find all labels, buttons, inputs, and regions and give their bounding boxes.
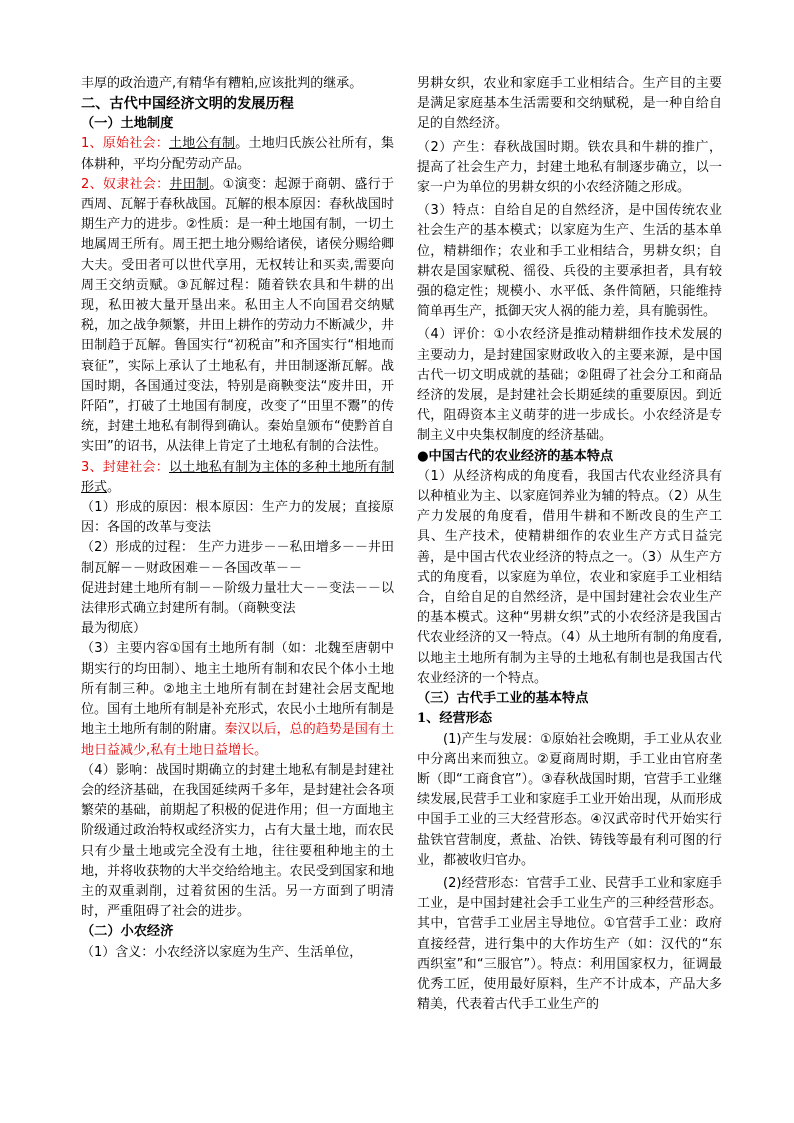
stage-label: 3、封建社会： (81, 459, 170, 475)
left-column (81, 74, 394, 963)
system-name: 井田制 (169, 176, 210, 192)
paragraph-text: 。①演变：起源于商朝、盛行于西周、瓦解于春秋战国。瓦解的根本原因：春秋战国时期生产力的进步。②性质：是一种土地国有制，一切土地属周王所有。周王把土地分赐给诸侯，诸侯分赐给卿大夫。受田者可以世代享用，无权转让和买卖,需要向周王交纳贡赋。③瓦解过程：随着铁农具和牛耕的出现，私田被大量开垦出来。私田主人不向国君交纳赋税，加之战争频繁，井田上耕作的劳动力不断减少，井田制趋于瓦解。鲁国实行“初税亩”和齐国实行“相地而衰征”，实际上承认了土地私有，井田制逐渐瓦解。战国时期，各国通过变法，特别是商鞅变法“废井田，开阡陌”，打破了土地国有制度，改变了“田里不鬻”的传统，封建土地私有制得到确认。秦始皇颁布“使黔首自实田”的诏书，从法律上肯定了土地私有制的合法性。 (81, 176, 394, 455)
system-name: 以土地私有制为主体的多种土地所有制形式 (81, 459, 394, 495)
list-item: （1）含义：小农经济以家庭为生产、生活单位， (81, 944, 363, 960)
stage-label: 1、原始社会： (81, 136, 170, 152)
feudal-society-paragraph (81, 458, 394, 498)
subsection-title-small-farming: （二）小农经济 (81, 924, 174, 940)
paragraph: （1）从经济构成的角度看，我国古代农业经济具有以种植业为主、以家庭饲养业为辅的特点。（2）从生产力发展的角度看，借用牛耕和不断改良的生产工具、生产技术，使精耕细作的农业生产方式日益完善，是中国古代农业经济的特点之一。（3）从生产方式的角度看，以家庭为单位，农业和家庭手工业相结合，自给自足的自然经济，是中国封建社会农业生产的基本模式。这种“男耕女织”式的小农经济是我国古代农业经济的又一特点。（4）从土地所有制的角度看,以地主土地所有制为主导的土地私有制也是我国古代农业经济的一个特点。 (417, 468, 722, 686)
section-title: 二、古代中国经济文明的发展历程 (81, 96, 294, 113)
primitive-society-paragraph (81, 134, 394, 174)
stage-label: 2、奴隶社会： (81, 176, 170, 192)
paragraph: 丰厚的政治遗产,有精华有糟粕,应该批判的继承。 (81, 76, 363, 91)
highlight-text: 秦汉以后，总的趋势是国有土地日益减少,私有土地日益增长。 (81, 722, 394, 758)
subsection-title-handicraft: （三）古代手工业的基本特点 (417, 691, 589, 707)
list-item: （2）形成的过程： 生产力进步－－私田增多－－井田制瓦解－－财政困难－－各国改革－－ (81, 540, 394, 576)
list-item: （1）形成的原因：根本原因：生产力的发展；直接原因：各国的改革与变法 (81, 500, 394, 536)
bullet-heading: ●中国古代的农业经济的基本特点 (417, 448, 614, 464)
list-item: （4）评价：①小农经济是推动精耕细作技术发展的主要动力，是封建国家财政收入的主要来源，是中国古代一切文明成就的基础；②阻碍了社会分工和商品经济的发展，是封建社会长期延续的重要原因。到近代，阻碍资本主义萌芽的进一步成长。小农经济是专制主义中央集权制度的经济基础。 (417, 327, 722, 444)
paragraph: (1)产生与发展：①原始社会晚期，手工业从农业中分离出来而独立。②夏商周时期，手工业由官府垄断（即“工商食官”）。③春秋战国时期，官营手工业继续发展,民营手工业和家庭手工业开始出现，从而形成中国手工业的三大经营形态。④汉武帝时代开始实行盐铁官营制度，煮盐、冶铁、铸钱等最有利可图的行业，都被收归官办。 (417, 731, 722, 868)
paragraph: 男耕女织，农业和家庭手工业相结合。生产目的主要是满足家庭基本生活需要和交纳赋税，是一种自给自足的自然经济。 (417, 76, 722, 132)
subsection-title-land: （一）土地制度 (81, 116, 174, 132)
slave-society-paragraph (81, 175, 394, 458)
paragraph-text: 。土地归氏族公社所有，集体耕种，平均分配劳动产品。 (81, 136, 394, 172)
list-item (81, 639, 394, 760)
paragraph: (2)经营形态：官营手工业、民营手工业和家庭手工业，是中国封建社会手工业生产的三种经营形态。其中，官营手工业居主导地位。①官营手工业：政府直接经营，进行集中的大作坊生产（如：汉代的“东西织室”和“三服官”）。特点：利用国家权力，征调最优秀工匠，使用最好原料，生产不计成本，产品大多精美，代表着古代手工业生产的 (417, 875, 722, 1013)
paragraph-text: 。 (107, 479, 121, 495)
heading-management: 1、经营形态 (417, 711, 493, 727)
paragraph-text: （3）主要内容①国有土地所有制（如：北魏至唐朝中期实行的均田制）、地主土地所有制和农民个体小土地所有制三种。②地主土地所有制在封建社会居支配地位。国有土地所有制是补充形式，农民小土地所有制是地主土地所有制的附庸。 (81, 641, 394, 738)
right-column (417, 74, 722, 1015)
system-name: 土地公有制 (169, 136, 236, 152)
list-item: （3）特点：自给自足的自然经济，是中国传统农业社会生产的基本模式；以家庭为生产、生活的基本单位，精耕细作；农业和手工业相结合，男耕女织；自耕农是国家赋税、徭役、兵役的主要承担者，具有较强的稳定性；规模小、水平低、条件简陋，只能维持简单再生产，抵御天灾人祸的能力差，具有脆弱性。 (417, 203, 722, 320)
list-item: （4）影响：战国时期确立的封建土地私有制是封建社会的经济基础，在我国延续两千多年，是封建社会各项繁荣的基础，前期起了积极的促进作用；但一方面地主阶级通过政治特权或经济实力，占有大量土地，而农民只有少量土地或完全没有土地，往往要租种地主的土地，并将收获物的大半交给给地主。农民受到国家和地主的双重剥削，过着贫困的生活。另一方面到了明清时，严重阻碍了社会的进步。 (81, 762, 394, 920)
list-item: 最为彻底） (81, 621, 147, 637)
list-item: 促进封建土地所有制－－阶级力量壮大－－变法－－以法律形式确立封建所有制。（商鞅变法 (81, 580, 394, 617)
list-item: （2）产生：春秋战国时期。铁农具和牛耕的推广，提高了社会生产力，封建土地私有制逐步确立，以一家一户为单位的男耕女织的小农经济随之形成。 (417, 139, 722, 196)
